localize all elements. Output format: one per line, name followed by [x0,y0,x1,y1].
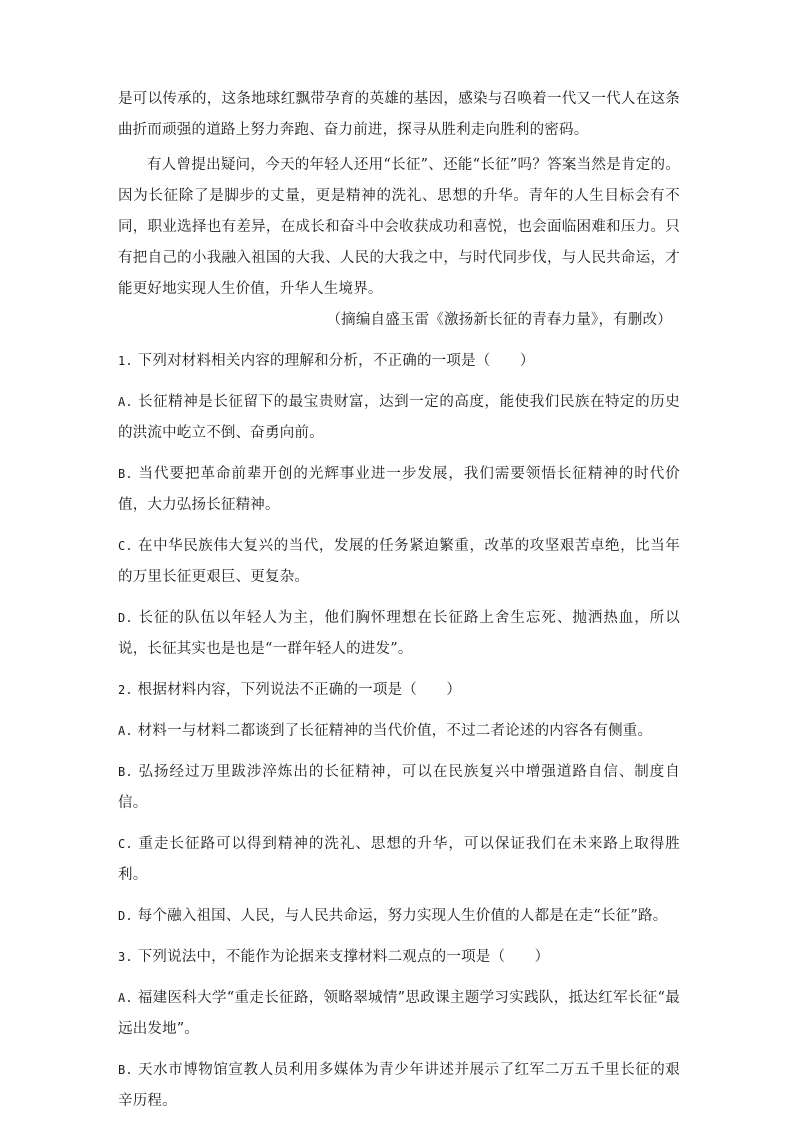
question-text: 下列对材料相关内容的理解和分析，不正确的一项是（ ） [137,353,535,369]
option-text: 材料一与材料二都谈到了长征精神的当代价值，不过二者论述的内容各有侧重。 [137,723,653,739]
question-number: 3. [118,950,133,964]
option-text: 当代要把革命前辈开创的光辉事业进一步发展，我们需要领悟长征精神的时代价值，大力弘扬长征精神。 [118,466,680,513]
question-stem [118,346,680,377]
option-label: B. [118,1063,133,1077]
question-2 [118,675,680,932]
option-label: C. [118,539,133,553]
passage-paragraph-2: 有人曾提出疑问，今天的年轻人还用“长征”、还能“长征”吗？答案当然是肯定的。因为长征除了是脚步的丈量，更是精神的洗礼、思想的升华。青年的人生目标会有不同，职业选择也有差异，在成长和奋斗中会收获成功和喜悦，也会面临困难和压力。只有把自己的小我融入祖国的大我、人民的大我之中，与时代同步伐，与人民共命运，才能更好地实现人生价值，升华人生境界。 [118,157,680,297]
option-b[interactable] [118,757,680,819]
passage-source: （摘编自盛玉雷《激扬新长征的青春力量》，有删改） [326,312,672,328]
option-b[interactable] [118,1055,680,1117]
question-number: 1. [118,354,133,368]
option-label: B. [118,765,133,779]
option-b[interactable] [118,459,680,521]
question-number: 2. [118,683,133,697]
question-1 [118,346,680,665]
option-text: 福建医科大学“重走长征路，领略翠城情”思政课主题学习实践队，抵达红军长征“最远出发地”。 [118,990,681,1037]
option-label: D. [118,909,133,923]
option-d[interactable] [118,901,680,932]
option-label: C. [118,837,133,851]
option-text: 每个融入祖国、人民，与人民共命运，努力实现人生价值的人都是在走“长征”路。 [137,908,668,924]
option-a[interactable] [118,716,680,747]
question-text: 根据材料内容，下列说法不正确的一项是（ ） [137,682,462,698]
option-label: A. [118,395,133,409]
option-a[interactable] [118,387,680,449]
option-label: A. [118,991,133,1005]
option-label: B. [118,467,133,481]
option-text: 重走长征路可以得到精神的洗礼、思想的升华，可以保证我们在未来路上取得胜利。 [118,836,680,883]
option-text: 长征精神是长征留下的最宝贵财富，达到一定的高度，能使我们民族在特定的历史的洪流中屹立不倒、奋勇向前。 [118,394,681,441]
question-stem [118,675,680,706]
question-3 [118,942,680,1117]
option-text: 在中华民族伟大复兴的当代，发展的任务紧迫繁重，改革的攻坚艰苦卓绝，比当年的万里长征更艰巨、更复杂。 [118,538,681,585]
option-text: 长征的队伍以年轻人为主，他们胸怀理想在长征路上舍生忘死、抛洒热血，所以说，长征其实也是也是“一群年轻人的进发”。 [118,610,680,657]
passage-paragraph-1: 是可以传承的，这条地球红飘带孕育的英雄的基因，感染与召唤着一代又一代人在这条曲折而顽强的道路上努力奔跑、奋力前进，探寻从胜利走向胜利的密码。 [118,91,680,138]
option-c[interactable] [118,829,680,891]
question-stem [118,942,680,973]
option-a[interactable] [118,983,680,1045]
option-text: 天水市博物馆宣教人员利用多媒体为青少年讲述并展示了红军二万五千里长征的艰辛历程。 [118,1062,681,1109]
exam-page [118,84,680,1117]
option-text: 弘扬经过万里跋涉淬炼出的长征精神，可以在民族复兴中增强道路自信、制度自信。 [118,764,680,811]
option-d[interactable] [118,603,680,665]
option-label: D. [118,611,133,625]
option-c[interactable] [118,531,680,593]
question-text: 下列说法中，不能作为论据来支撑材料二观点的一项是（ ） [137,949,550,965]
option-label: A. [118,724,133,738]
